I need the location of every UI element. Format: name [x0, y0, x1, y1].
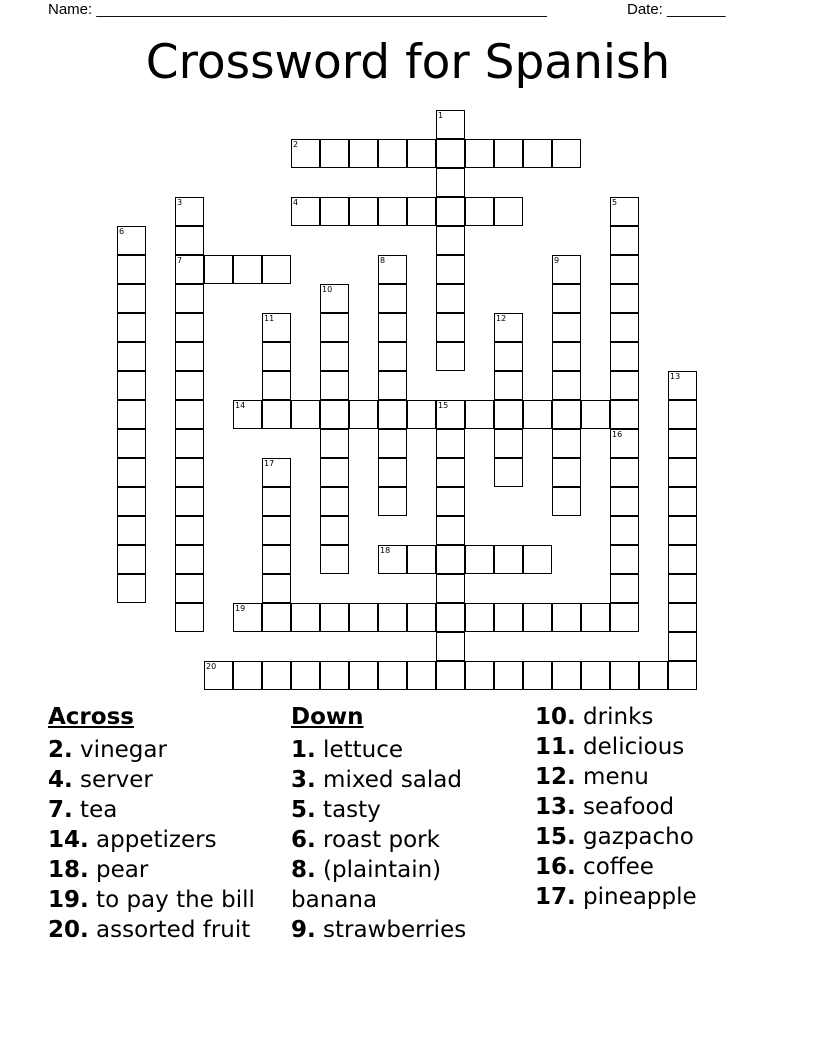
grid-cell[interactable]: [494, 603, 523, 632]
grid-cell[interactable]: [552, 371, 581, 400]
grid-cell[interactable]: [407, 139, 436, 168]
grid-cell[interactable]: [320, 400, 349, 429]
clue-text: tasty: [315, 797, 381, 823]
grid-cell[interactable]: [407, 400, 436, 429]
down-column-continued: [535, 702, 795, 912]
grid-cell[interactable]: [494, 400, 523, 429]
grid-cell[interactable]: [262, 574, 291, 603]
grid-cell[interactable]: [262, 603, 291, 632]
grid-cell[interactable]: [552, 284, 581, 313]
grid-cell[interactable]: [349, 139, 378, 168]
clue-number: 17.: [535, 884, 576, 910]
clue-item: [48, 915, 283, 945]
grid-cell[interactable]: [436, 284, 465, 313]
grid-cell[interactable]: [378, 429, 407, 458]
grid-cell[interactable]: [436, 632, 465, 661]
grid-cell[interactable]: [320, 313, 349, 342]
clue-number: 14.: [48, 827, 89, 853]
clue-item: [535, 882, 795, 912]
clue-text: roast pork: [315, 827, 440, 853]
grid-cell[interactable]: [175, 255, 204, 284]
grid-cell[interactable]: [378, 313, 407, 342]
grid-cell[interactable]: [668, 545, 697, 574]
grid-cell[interactable]: [117, 284, 146, 313]
grid-cell[interactable]: [610, 516, 639, 545]
grid-cell[interactable]: [262, 400, 291, 429]
down-heading: Down: [291, 704, 364, 730]
grid-cell[interactable]: [117, 429, 146, 458]
clue-text: tea: [72, 797, 118, 823]
grid-cell[interactable]: [668, 516, 697, 545]
cell-number: 10: [322, 285, 333, 294]
grid-cell[interactable]: [320, 429, 349, 458]
cell-number: 5: [612, 198, 618, 207]
cell-number: 18: [380, 546, 391, 555]
clue-item: [535, 822, 795, 852]
grid-cell[interactable]: [436, 342, 465, 371]
clue-number: 9.: [291, 917, 316, 943]
grid-cell[interactable]: [320, 371, 349, 400]
grid-cell[interactable]: [262, 313, 291, 342]
cell-number: 16: [612, 430, 623, 439]
grid-cell[interactable]: [465, 139, 494, 168]
clue-text: pear: [88, 857, 149, 883]
page-title: Crossword for Spanish: [145, 35, 671, 90]
grid-cell[interactable]: [117, 516, 146, 545]
clue-number: 7.: [48, 797, 73, 823]
grid-cell[interactable]: [320, 661, 349, 690]
grid-cell[interactable]: [581, 400, 610, 429]
grid-cell[interactable]: [436, 487, 465, 516]
grid-cell[interactable]: [117, 458, 146, 487]
clue-text: mixed salad: [315, 767, 462, 793]
grid-cell[interactable]: [175, 342, 204, 371]
cell-number: 20: [206, 662, 217, 671]
grid-cell[interactable]: [320, 342, 349, 371]
grid-cell[interactable]: [668, 458, 697, 487]
grid-cell[interactable]: [465, 603, 494, 632]
grid-cell[interactable]: [262, 458, 291, 487]
grid-cell[interactable]: [320, 139, 349, 168]
grid-cell[interactable]: [610, 313, 639, 342]
clue-text: seafood: [575, 794, 675, 820]
grid-cell[interactable]: [407, 545, 436, 574]
grid-cell[interactable]: [378, 139, 407, 168]
clue-number: 10.: [535, 704, 576, 730]
clue-number: 11.: [535, 734, 576, 760]
grid-cell[interactable]: [378, 342, 407, 371]
grid-cell[interactable]: [552, 342, 581, 371]
clue-text: strawberries: [315, 917, 467, 943]
cell-number: 15: [438, 401, 449, 410]
grid-cell[interactable]: [262, 342, 291, 371]
grid-cell[interactable]: [436, 661, 465, 690]
grid-cell[interactable]: [378, 371, 407, 400]
grid-cell[interactable]: [668, 632, 697, 661]
grid-cell[interactable]: [233, 255, 262, 284]
grid-cell[interactable]: [175, 371, 204, 400]
clue-item: [535, 732, 795, 762]
clue-text: vinegar: [72, 737, 167, 763]
across-heading: Across: [48, 704, 134, 730]
grid-cell[interactable]: [668, 400, 697, 429]
clue-number: 3.: [291, 767, 316, 793]
grid-cell[interactable]: [262, 516, 291, 545]
grid-cell[interactable]: [494, 139, 523, 168]
clue-text: appetizers: [88, 827, 217, 853]
date-line: Date: _______: [627, 1, 726, 18]
grid-cell[interactable]: [436, 255, 465, 284]
clue-text: gazpacho: [575, 824, 694, 850]
grid-cell[interactable]: [291, 197, 320, 226]
grid-cell[interactable]: [175, 458, 204, 487]
grid-cell[interactable]: [320, 516, 349, 545]
grid-cell[interactable]: [523, 400, 552, 429]
cell-number: 8: [380, 256, 386, 265]
grid-cell[interactable]: [378, 284, 407, 313]
clue-text: delicious: [575, 734, 685, 760]
grid-cell[interactable]: [552, 400, 581, 429]
clue-number: 2.: [48, 737, 73, 763]
grid-cell[interactable]: [465, 661, 494, 690]
grid-cell[interactable]: [117, 574, 146, 603]
clue-number: 19.: [48, 887, 89, 913]
clue-item: [291, 915, 526, 945]
grid-cell[interactable]: [494, 313, 523, 342]
down-clue-list: [291, 735, 526, 945]
grid-cell[interactable]: [436, 226, 465, 255]
grid-cell[interactable]: [407, 603, 436, 632]
clue-text: pineapple: [575, 884, 697, 910]
grid-cell[interactable]: [610, 574, 639, 603]
grid-cell[interactable]: [378, 661, 407, 690]
grid-cell[interactable]: [552, 429, 581, 458]
grid-cell[interactable]: [175, 487, 204, 516]
clue-number: 20.: [48, 917, 89, 943]
grid-cell[interactable]: [117, 400, 146, 429]
grid-cell[interactable]: [436, 139, 465, 168]
clue-text: coffee: [575, 854, 654, 880]
clue-number: 8.: [291, 857, 316, 883]
grid-cell[interactable]: [175, 284, 204, 313]
grid-cell[interactable]: [436, 516, 465, 545]
grid-cell[interactable]: [117, 487, 146, 516]
cell-number: 12: [496, 314, 507, 323]
grid-cell[interactable]: [320, 458, 349, 487]
grid-cell[interactable]: [494, 545, 523, 574]
cell-number: 19: [235, 604, 246, 613]
grid-cell[interactable]: [262, 487, 291, 516]
grid-cell[interactable]: [610, 371, 639, 400]
clue-item: [535, 792, 795, 822]
grid-cell[interactable]: [610, 284, 639, 313]
clue-number: 13.: [535, 794, 576, 820]
grid-cell[interactable]: [349, 400, 378, 429]
clue-item: [291, 765, 526, 795]
grid-cell[interactable]: [233, 603, 262, 632]
grid-cell[interactable]: [610, 458, 639, 487]
grid-cell[interactable]: [610, 226, 639, 255]
name-line: Name: ______________________________________________________: [48, 1, 547, 18]
grid-cell[interactable]: [494, 458, 523, 487]
clue-number: 12.: [535, 764, 576, 790]
grid-cell[interactable]: [494, 429, 523, 458]
grid-cell[interactable]: [436, 603, 465, 632]
grid-cell[interactable]: [610, 255, 639, 284]
grid-cell[interactable]: [378, 458, 407, 487]
grid-cell[interactable]: [523, 545, 552, 574]
cell-number: 2: [293, 140, 299, 149]
grid-cell[interactable]: [291, 139, 320, 168]
grid-cell[interactable]: [639, 661, 668, 690]
grid-cell[interactable]: [668, 574, 697, 603]
grid-cell[interactable]: [552, 458, 581, 487]
cell-number: 17: [264, 459, 275, 468]
grid-cell[interactable]: [117, 545, 146, 574]
grid-cell[interactable]: [378, 255, 407, 284]
grid-cell[interactable]: [465, 545, 494, 574]
clue-text: assorted fruit: [88, 917, 251, 943]
grid-cell[interactable]: [175, 226, 204, 255]
grid-cell[interactable]: [233, 661, 262, 690]
clue-number: 1.: [291, 737, 316, 763]
grid-cell[interactable]: [436, 168, 465, 197]
grid-cell[interactable]: [552, 255, 581, 284]
grid-cell[interactable]: [349, 197, 378, 226]
grid-cell[interactable]: [117, 255, 146, 284]
grid-cell[interactable]: [610, 487, 639, 516]
grid-cell[interactable]: [465, 400, 494, 429]
clue-item: [48, 735, 283, 765]
clue-text: to pay the bill: [88, 887, 255, 913]
grid-cell[interactable]: [552, 603, 581, 632]
grid-cell[interactable]: [436, 458, 465, 487]
cell-number: 1: [438, 111, 444, 120]
clue-item: [291, 795, 526, 825]
clue-item: [291, 825, 526, 855]
grid-cell[interactable]: [523, 661, 552, 690]
grid-cell[interactable]: [175, 574, 204, 603]
grid-cell[interactable]: [610, 429, 639, 458]
grid-cell[interactable]: [262, 545, 291, 574]
grid-cell[interactable]: [262, 371, 291, 400]
grid-cell[interactable]: [175, 197, 204, 226]
grid-cell[interactable]: [668, 429, 697, 458]
cell-number: 13: [670, 372, 681, 381]
grid-cell[interactable]: [552, 487, 581, 516]
cell-number: 4: [293, 198, 299, 207]
grid-cell[interactable]: [436, 429, 465, 458]
grid-cell[interactable]: [610, 400, 639, 429]
across-clue-list: [48, 735, 283, 945]
cell-number: 3: [177, 198, 183, 207]
clue-item: [48, 855, 283, 885]
clue-number: 5.: [291, 797, 316, 823]
grid-cell[interactable]: [436, 197, 465, 226]
grid-cell[interactable]: [668, 661, 697, 690]
grid-cell[interactable]: [320, 603, 349, 632]
grid-cell[interactable]: [291, 400, 320, 429]
grid-cell[interactable]: [320, 545, 349, 574]
across-column: [48, 702, 283, 945]
grid-cell[interactable]: [523, 139, 552, 168]
cell-number: 14: [235, 401, 246, 410]
grid-cell[interactable]: [204, 661, 233, 690]
cell-number: 11: [264, 314, 275, 323]
clue-item: [535, 762, 795, 792]
grid-cell[interactable]: [175, 603, 204, 632]
grid-cell[interactable]: [610, 661, 639, 690]
grid-cell[interactable]: [378, 400, 407, 429]
grid-cell[interactable]: [668, 371, 697, 400]
cell-number: 9: [554, 256, 560, 265]
grid-cell[interactable]: [610, 342, 639, 371]
grid-cell[interactable]: [117, 226, 146, 255]
cell-number: 7: [177, 256, 183, 265]
grid-cell[interactable]: [175, 400, 204, 429]
grid-cell[interactable]: [175, 545, 204, 574]
grid-cell[interactable]: [436, 110, 465, 139]
clue-item: [291, 855, 526, 915]
grid-cell[interactable]: [378, 487, 407, 516]
grid-cell[interactable]: [581, 603, 610, 632]
grid-cell[interactable]: [117, 371, 146, 400]
grid-cell[interactable]: [610, 545, 639, 574]
grid-cell[interactable]: [552, 661, 581, 690]
grid-cell[interactable]: [407, 661, 436, 690]
clue-number: 16.: [535, 854, 576, 880]
grid-cell[interactable]: [494, 661, 523, 690]
down-column: [291, 702, 526, 945]
grid-cell[interactable]: [262, 255, 291, 284]
clue-number: 15.: [535, 824, 576, 850]
grid-cell[interactable]: [436, 400, 465, 429]
grid-cell[interactable]: [552, 139, 581, 168]
clue-text: menu: [575, 764, 649, 790]
grid-cell[interactable]: [320, 284, 349, 313]
grid-cell[interactable]: [668, 487, 697, 516]
grid-cell[interactable]: [175, 516, 204, 545]
clue-number: 18.: [48, 857, 89, 883]
grid-cell[interactable]: [494, 342, 523, 371]
grid-cell[interactable]: [552, 313, 581, 342]
grid-cell[interactable]: [436, 574, 465, 603]
grid-cell[interactable]: [668, 603, 697, 632]
grid-cell[interactable]: [320, 487, 349, 516]
clue-text: drinks: [575, 704, 654, 730]
grid-cell[interactable]: [349, 661, 378, 690]
clue-text: server: [72, 767, 153, 793]
grid-cell[interactable]: [494, 197, 523, 226]
grid-cell[interactable]: [291, 661, 320, 690]
grid-cell[interactable]: [175, 313, 204, 342]
grid-cell[interactable]: [436, 545, 465, 574]
grid-cell[interactable]: [610, 197, 639, 226]
clue-text: lettuce: [315, 737, 404, 763]
grid-cell[interactable]: [378, 545, 407, 574]
grid-cell[interactable]: [233, 400, 262, 429]
clue-number: 6.: [291, 827, 316, 853]
clue-item: [48, 825, 283, 855]
grid-cell[interactable]: [436, 313, 465, 342]
grid-cell[interactable]: [407, 197, 436, 226]
clue-item: [48, 885, 283, 915]
clue-number: 4.: [48, 767, 73, 793]
down-clue-list-continued: [535, 702, 795, 912]
clue-item: [48, 795, 283, 825]
grid-cell[interactable]: [523, 603, 552, 632]
grid-cell[interactable]: [494, 371, 523, 400]
grid-cell[interactable]: [378, 603, 407, 632]
grid-cell[interactable]: [320, 197, 349, 226]
clue-item: [48, 765, 283, 795]
clues-section: [0, 702, 816, 962]
clue-item: [535, 702, 795, 732]
clue-text: (plaintain) banana: [291, 857, 442, 913]
grid-cell[interactable]: [117, 313, 146, 342]
cell-number: 6: [119, 227, 125, 236]
grid-cell[interactable]: [378, 197, 407, 226]
grid-cell[interactable]: [465, 197, 494, 226]
grid-cell[interactable]: [581, 661, 610, 690]
grid-cell[interactable]: [204, 255, 233, 284]
grid-cell[interactable]: [610, 603, 639, 632]
clue-item: [291, 735, 526, 765]
grid-cell[interactable]: [117, 342, 146, 371]
grid-cell[interactable]: [291, 603, 320, 632]
grid-cell[interactable]: [175, 429, 204, 458]
grid-cell[interactable]: [349, 603, 378, 632]
grid-cell[interactable]: [262, 661, 291, 690]
clue-item: [535, 852, 795, 882]
